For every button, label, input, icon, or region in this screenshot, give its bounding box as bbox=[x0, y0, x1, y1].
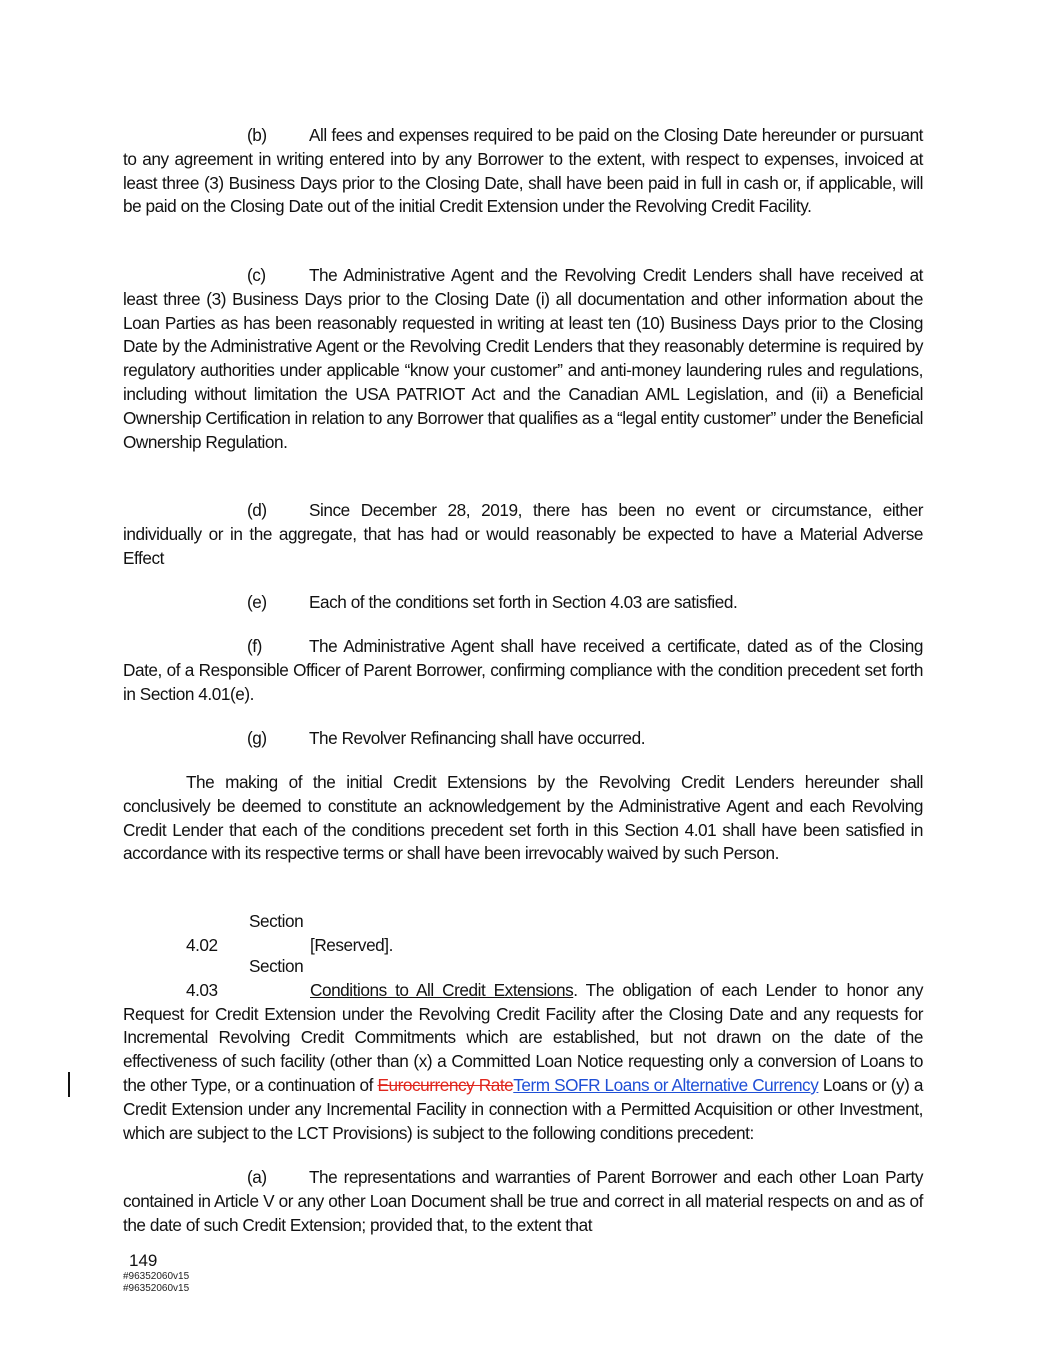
paragraph-text: Each of the conditions set forth in Section 4.03 are satisfied. bbox=[309, 592, 738, 612]
document-id: #96352060v15 bbox=[123, 1271, 190, 1282]
paragraph-f bbox=[123, 635, 923, 706]
page-number: 149 bbox=[129, 1251, 158, 1270]
paragraph-c bbox=[123, 264, 923, 454]
section-number: Section 4.03 bbox=[186, 956, 304, 1000]
paragraph-e bbox=[123, 591, 923, 615]
paragraph-text: The representations and warranties of Parent Borrower and each other Loan Party contained in Article V or any other Loan Document shall be true and correct in all material respects on and as of the date of such Credit Extension; provided that, to the extent that bbox=[123, 1167, 923, 1235]
document-id: #96352060v15 bbox=[123, 1283, 190, 1294]
paragraph-b bbox=[123, 124, 923, 219]
section-number: Section 4.02 bbox=[186, 911, 304, 955]
paragraph-text: Since December 28, 2019, there has been no event or circumstance, either individually or in the aggregate, that has had or would reasonably be expected to have a Material Adverse Effect bbox=[123, 500, 923, 568]
inserted-text: Term SOFR Loans or Alternative Currency bbox=[513, 1074, 819, 1095]
paragraph-text: The Administrative Agent and the Revolving Credit Lenders shall have received at least three (3) Business Days prior to the Closing Date (i) all documentation and other information about the Loan Parties as has been reasonably requested in writing at least ten (10) Business Days prior to the Closing Date by the Administrative Agent or the Revolving Credit Lenders that they reasonably determine is required by regulatory authorities under applicable “know your customer” and anti-money laundering rules and regulations, including without limitation the USA PATRIOT Act and the Canadian AML Legislation, and (ii) a Beneficial Ownership Certification in relation to any Borrower that qualifies as a “legal entity customer” under the Beneficial Ownership Regulation. bbox=[123, 265, 923, 452]
paragraph-label: (a) bbox=[247, 1167, 267, 1187]
paragraph-text: All fees and expenses required to be paid on the Closing Date hereunder or pursuant to any agreement in writing entered into by any Borrower to the extent, with respect to expenses, invoiced at least three (3) Business Days prior to the Closing Date, shall have been paid in full in cash or, if applicable, will be paid on the Closing Date out of the initial Credit Extension under the Revolving Credit Facility. bbox=[123, 125, 923, 217]
section-text: . The obligation of each Lender to honor any Request for Credit Extension under the Revolving Credit Facility after the Closing Date and any requests for Incremental Revolving Credit Commitments which are established, but not drawn on the date of the effectiveness of such facility (other than (x) a Committed Loan Notice requesting only a conversion of Loans to the other Type, or a continuation of bbox=[123, 979, 923, 1095]
paragraph-text: The making of the initial Credit Extensions by the Revolving Credit Lenders hereunder shall conclusively be deemed to constitute an acknowledgement by the Administrative Agent and each Revolving Credit Lender that each of the conditions precedent set forth in this Section 4.01 shall have been satisfied in accordance with its respective terms or shall have been irrevocably waived by such Person. bbox=[123, 772, 923, 864]
section-text: Loans or (y) a Credit Extension under any Incremental Facility in connection with a Permitted Acquisition or other Investment, which are subject to the LCT Provisions) is subject to the following conditions precedent: bbox=[123, 1074, 924, 1143]
paragraph-label: (f) bbox=[247, 636, 262, 656]
paragraph-label: (b) bbox=[247, 125, 267, 145]
paragraph-4-03-a bbox=[123, 1166, 923, 1237]
paragraph-d bbox=[123, 499, 923, 570]
section-4-02-heading bbox=[123, 910, 923, 958]
paragraph-text: The Administrative Agent shall have received a certificate, dated as of the Closing Date, of a Responsible Officer of Parent Borrower, confirming compliance with the condition precedent set forth in Section 4.01(e). bbox=[123, 636, 923, 704]
paragraph-label: (g) bbox=[247, 728, 267, 748]
paragraph-making bbox=[123, 771, 923, 866]
deleted-text: Eurocurrency Rate bbox=[377, 1074, 514, 1095]
paragraph-label: (e) bbox=[247, 592, 267, 612]
paragraph-g bbox=[123, 727, 923, 751]
paragraph-text: The Revolver Refinancing shall have occurred. bbox=[309, 728, 646, 748]
page-footer bbox=[123, 1251, 189, 1295]
section-4-03-paragraph bbox=[123, 955, 923, 1145]
paragraph-label: (c) bbox=[247, 265, 266, 285]
section-title: Conditions to All Credit Extensions bbox=[310, 979, 574, 1000]
section-title: [Reserved]. bbox=[310, 934, 393, 955]
paragraph-label: (d) bbox=[247, 500, 267, 520]
revision-change-bar bbox=[68, 1072, 70, 1097]
